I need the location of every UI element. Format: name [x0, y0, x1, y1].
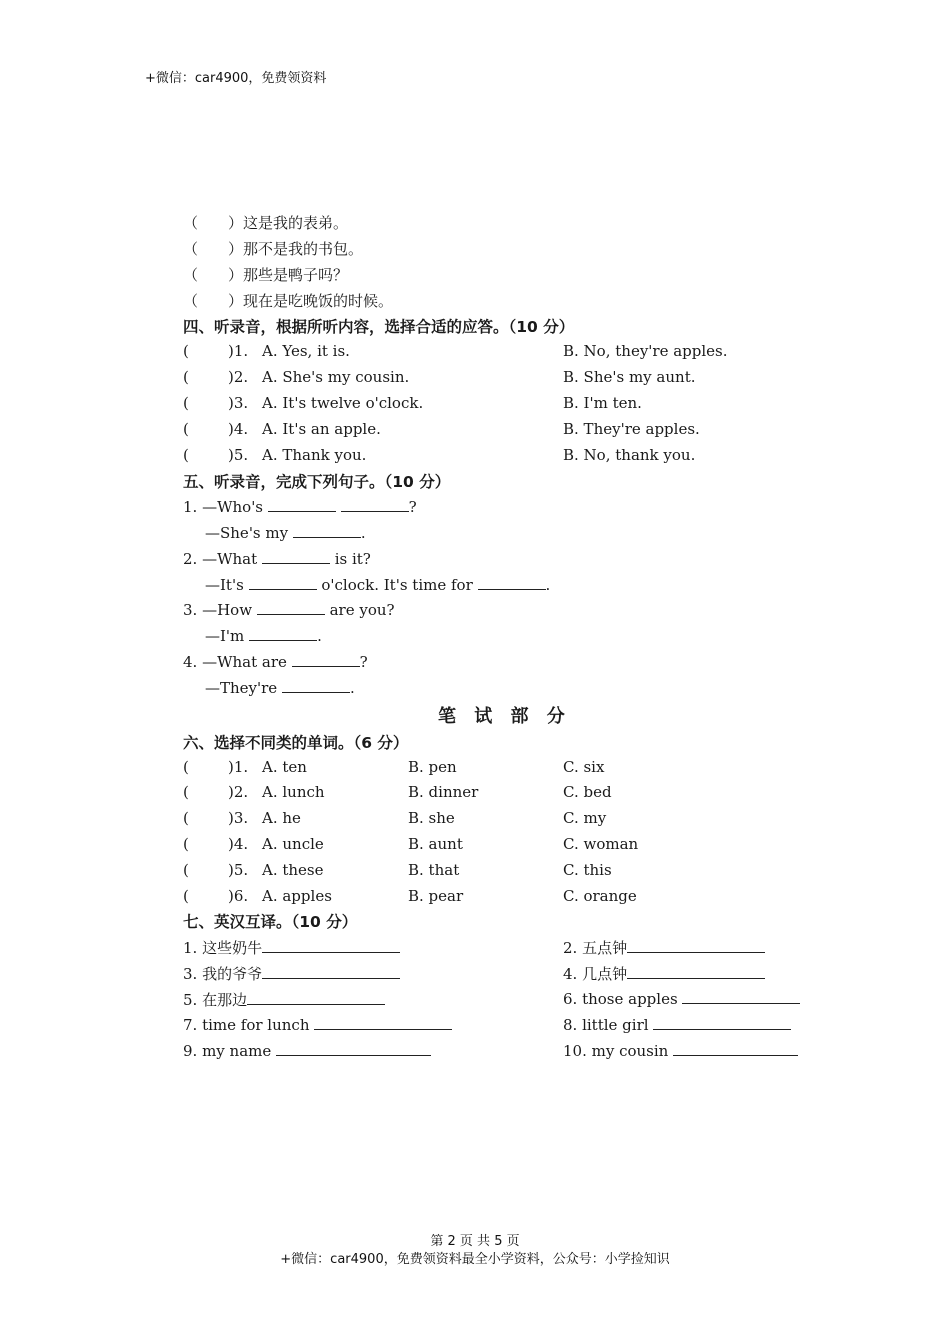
s6-paren: (	[183, 809, 189, 827]
s6-paren: (	[183, 861, 189, 879]
s7-prompt: 9. my name	[183, 1042, 272, 1060]
s5-text: ?	[359, 653, 368, 671]
s7-prompt: 7. time for lunch	[183, 1016, 310, 1034]
s7-item-5	[183, 989, 385, 1010]
s7-prompt: 5. 在那边	[183, 991, 248, 1009]
answer-blank[interactable]	[293, 523, 361, 538]
s4-option-b: B. No, thank you.	[563, 446, 696, 464]
s5-text: —She's my	[205, 524, 289, 542]
s6-paren: (	[183, 758, 189, 776]
s7-item-6	[563, 989, 800, 1008]
s4-option-a: A. Thank you.	[262, 446, 367, 464]
s6-paren: (	[183, 887, 189, 905]
section4-title: 四、听录音，根据所听内容，选择合适的应答。（10 分）	[183, 318, 575, 336]
s4-option-a: A. Yes, it is.	[262, 342, 350, 360]
section7-title: 七、英汉互译。（10 分）	[183, 913, 358, 931]
s5-text: .	[317, 627, 322, 645]
s5-text: .	[360, 524, 366, 542]
s4-num: )4.	[228, 420, 249, 438]
s6-option-b: B. pen	[408, 758, 457, 776]
s5-text: —They're	[205, 679, 278, 697]
s5-text: —I'm	[205, 627, 245, 645]
s5-q2-answer	[205, 575, 550, 594]
s6-num: )2.	[228, 783, 249, 801]
s7-item-7	[183, 1015, 452, 1034]
s7-item-1	[183, 937, 400, 958]
answer-blank[interactable]	[627, 964, 765, 979]
s4-num: )5.	[228, 446, 249, 464]
answer-blank[interactable]	[682, 989, 800, 1004]
s4-paren: (	[183, 368, 189, 386]
s6-paren: (	[183, 835, 189, 853]
s4-paren: (	[183, 342, 189, 360]
cn-line-3: （ ）那些是鸭子吗？	[183, 266, 349, 284]
s6-option-b: B. she	[408, 809, 455, 827]
s7-item-2	[563, 937, 765, 958]
s7-prompt: 6. those apples	[563, 990, 678, 1008]
answer-blank[interactable]	[247, 990, 385, 1005]
s7-prompt: 4. 几点钟	[563, 965, 628, 983]
s4-paren: (	[183, 420, 189, 438]
s6-option-a: A. ten	[262, 758, 307, 776]
s6-option-a: A. these	[262, 861, 324, 879]
s7-prompt: 2. 五点钟	[563, 939, 628, 957]
answer-blank[interactable]	[257, 600, 325, 615]
s4-num: )3.	[228, 394, 249, 412]
s5-q4-answer	[205, 678, 355, 697]
s7-prompt: 3. 我的爷爷	[183, 965, 263, 983]
answer-blank[interactable]	[262, 964, 400, 979]
answer-blank[interactable]	[249, 626, 317, 641]
answer-blank[interactable]	[673, 1041, 798, 1056]
s4-option-b: B. She's my aunt.	[563, 368, 696, 386]
s5-q3-question	[183, 600, 395, 619]
answer-blank[interactable]	[478, 575, 546, 590]
page-number: 第 2 页 共 5 页	[430, 1234, 520, 1249]
s6-paren: (	[183, 783, 189, 801]
s6-option-b: B. pear	[408, 887, 464, 905]
cn-line-1: （ ）这是我的表弟。	[183, 214, 349, 232]
s5-text: .	[545, 576, 551, 594]
s5-text: 1. —Who's	[183, 498, 264, 516]
s7-prompt: 1. 这些奶牛	[183, 939, 263, 957]
s4-option-b: B. I'm ten.	[563, 394, 642, 412]
s5-text: —It's	[205, 576, 244, 594]
s6-option-c: C. six	[563, 758, 605, 776]
written-part-title: 笔 试 部 分	[438, 706, 571, 727]
s6-option-c: C. this	[563, 861, 612, 879]
s5-text: 4. —What are	[183, 653, 287, 671]
s6-option-c: C. my	[563, 809, 607, 827]
answer-blank[interactable]	[653, 1015, 791, 1030]
s6-num: )5.	[228, 861, 249, 879]
s6-option-a: A. lunch	[262, 783, 325, 801]
s5-text: is it?	[334, 550, 371, 568]
s7-item-10	[563, 1041, 798, 1060]
s4-option-a: A. She's my cousin.	[262, 368, 410, 386]
s7-item-3	[183, 963, 400, 984]
s4-option-b: B. They're apples.	[563, 420, 700, 438]
s4-paren: (	[183, 394, 189, 412]
s5-text: o'clock. It's time for	[321, 576, 473, 594]
section6-title: 六、选择不同类的单词。（6 分）	[183, 734, 409, 752]
answer-blank[interactable]	[341, 497, 409, 512]
s6-option-b: B. that	[408, 861, 460, 879]
s5-text: .	[349, 679, 355, 697]
cn-line-4: （ ）现在是吃晚饭的时候。	[183, 292, 394, 310]
s5-text: are you?	[329, 601, 395, 619]
answer-blank[interactable]	[282, 678, 350, 693]
s4-option-a: A. It's an apple.	[262, 420, 381, 438]
s7-item-9	[183, 1041, 431, 1060]
s5-q1-answer	[205, 523, 366, 542]
s5-q2-question	[183, 549, 371, 568]
cn-line-2: （ ）那不是我的书包。	[183, 240, 364, 258]
s5-text: ?	[408, 498, 417, 516]
s6-option-c: C. woman	[563, 835, 639, 853]
answer-blank[interactable]	[627, 938, 765, 953]
answer-blank[interactable]	[268, 497, 336, 512]
s6-num: )6.	[228, 887, 249, 905]
s7-item-4	[563, 963, 765, 984]
answer-blank[interactable]	[262, 938, 400, 953]
s6-option-a: A. uncle	[262, 835, 324, 853]
s5-text: 3. —How	[183, 601, 253, 619]
s4-num: )1.	[228, 342, 249, 360]
s5-q3-answer	[205, 626, 322, 645]
s6-option-c: C. orange	[563, 887, 637, 905]
s5-q4-question	[183, 652, 368, 671]
s4-paren: (	[183, 446, 189, 464]
s5-q1-question	[183, 497, 417, 516]
s6-option-b: B. aunt	[408, 835, 463, 853]
header-note: +微信：car4900，免费领资料	[145, 71, 327, 86]
s6-option-a: A. he	[262, 809, 301, 827]
footer-note: +微信：car4900，免费领资料最全小学资料，公众号：小学捡知识	[280, 1252, 670, 1267]
s6-option-b: B. dinner	[408, 783, 479, 801]
answer-blank[interactable]	[292, 652, 360, 667]
answer-blank[interactable]	[314, 1015, 452, 1030]
s4-option-a: A. It's twelve o'clock.	[262, 394, 424, 412]
s7-prompt: 8. little girl	[563, 1016, 649, 1034]
s6-num: )3.	[228, 809, 249, 827]
s5-text: 2. —What	[183, 550, 258, 568]
answer-blank[interactable]	[249, 575, 317, 590]
s6-num: )4.	[228, 835, 249, 853]
s4-option-b: B. No, they're apples.	[563, 342, 728, 360]
s7-prompt: 10. my cousin	[563, 1042, 669, 1060]
answer-blank[interactable]	[262, 549, 330, 564]
s6-option-a: A. apples	[262, 887, 332, 905]
s4-num: )2.	[228, 368, 249, 386]
answer-blank[interactable]	[276, 1041, 431, 1056]
section5-title: 五、听录音，完成下列句子。（10 分）	[183, 473, 451, 491]
s7-item-8	[563, 1015, 791, 1034]
s6-option-c: C. bed	[563, 783, 612, 801]
s6-num: )1.	[228, 758, 249, 776]
